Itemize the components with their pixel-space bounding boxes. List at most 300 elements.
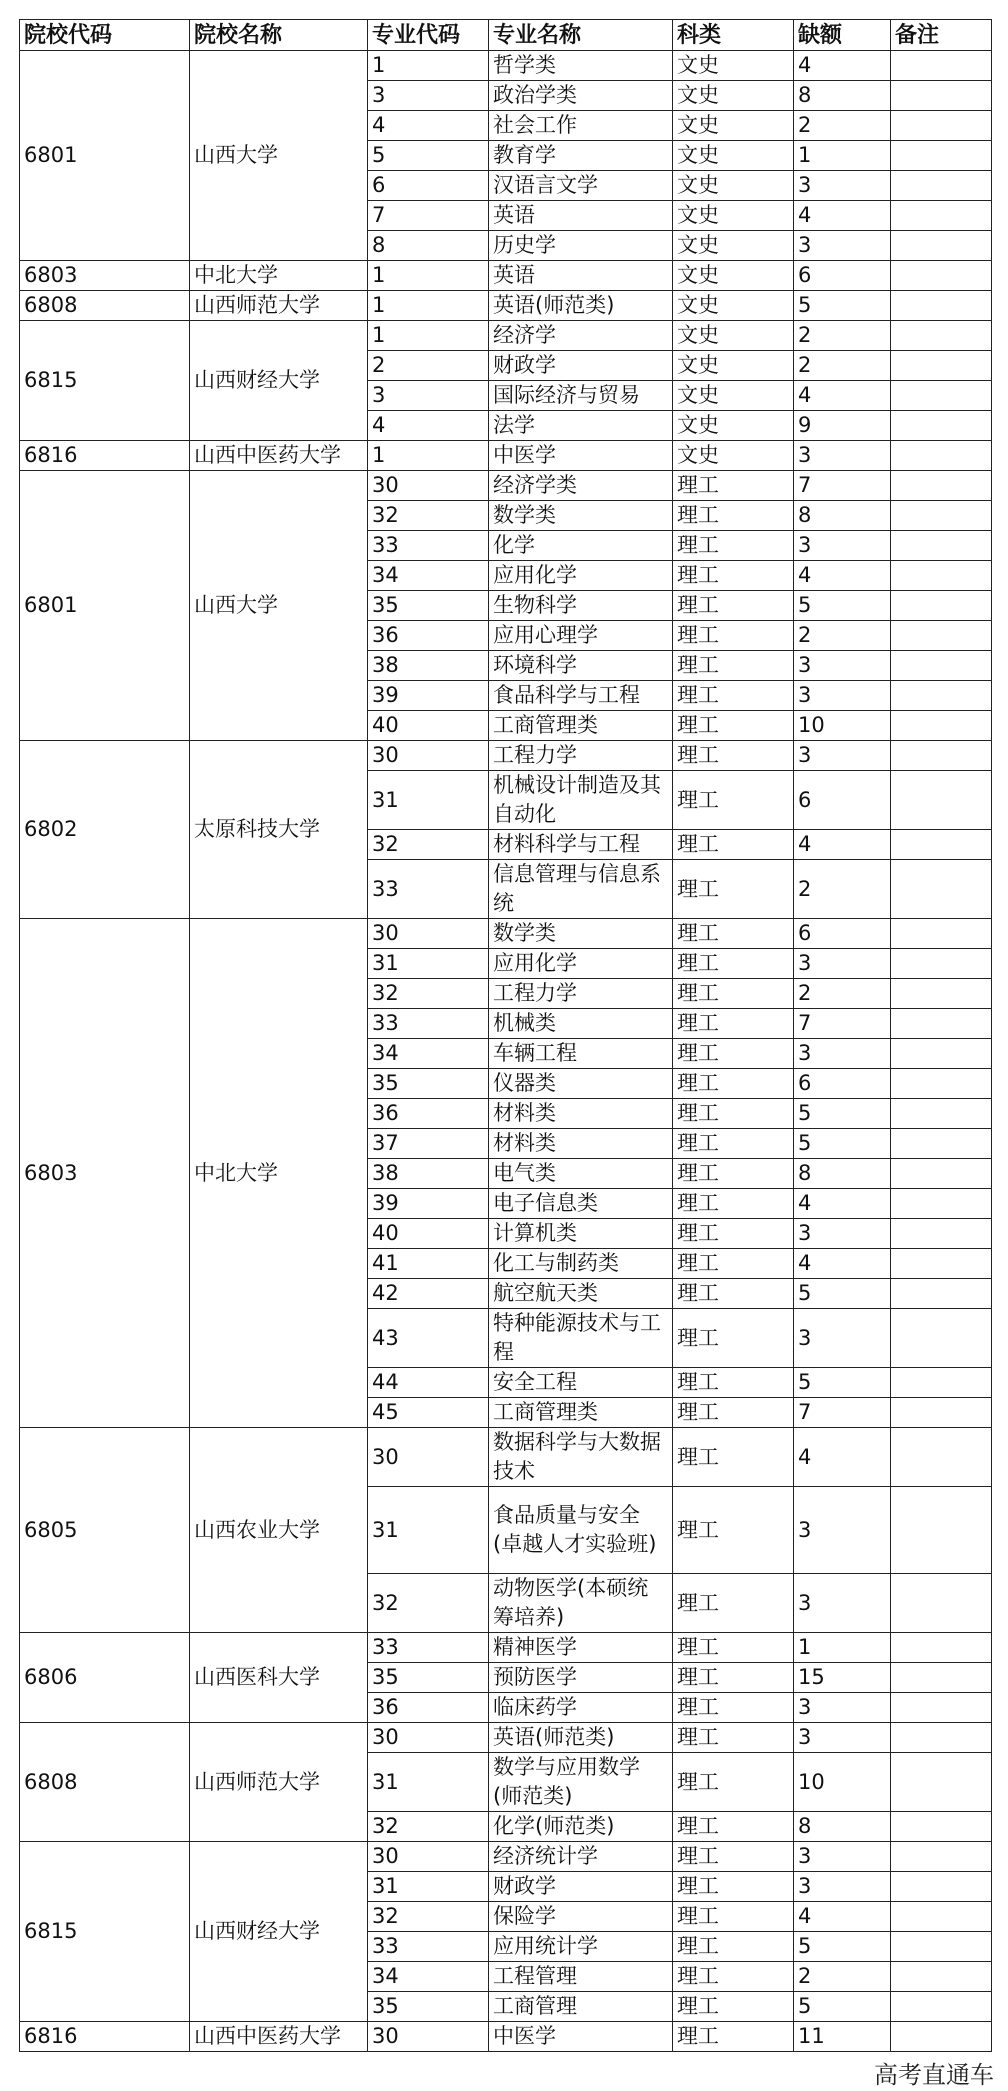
remarks-cell xyxy=(891,771,992,830)
major-code-cell: 36 xyxy=(368,1099,489,1129)
school-name-cell: 山西中医药大学 xyxy=(190,2022,368,2052)
vacancy-cell: 2 xyxy=(794,621,891,651)
category-cell: 理工 xyxy=(673,711,794,741)
category-cell: 理工 xyxy=(673,949,794,979)
vacancy-cell: 3 xyxy=(794,1693,891,1723)
remarks-cell xyxy=(891,201,992,231)
category-cell: 理工 xyxy=(673,919,794,949)
school-code-cell: 6801 xyxy=(20,51,190,261)
major-code-cell: 33 xyxy=(368,1009,489,1039)
school-name-cell: 中北大学 xyxy=(190,919,368,1428)
category-cell: 文史 xyxy=(673,201,794,231)
major-name-cell: 汉语言文学 xyxy=(489,171,673,201)
vacancy-cell: 6 xyxy=(794,261,891,291)
remarks-cell xyxy=(891,261,992,291)
remarks-cell xyxy=(891,741,992,771)
school-code-cell: 6802 xyxy=(20,741,190,919)
major-code-cell: 32 xyxy=(368,830,489,860)
major-name-cell: 仪器类 xyxy=(489,1069,673,1099)
major-code-cell: 36 xyxy=(368,1693,489,1723)
category-cell: 文史 xyxy=(673,51,794,81)
category-cell: 理工 xyxy=(673,1633,794,1663)
header-major-code: 专业代码 xyxy=(368,20,489,51)
major-code-cell: 32 xyxy=(368,1574,489,1633)
vacancy-cell: 3 xyxy=(794,531,891,561)
table-row xyxy=(20,321,992,351)
school-name-cell: 山西师范大学 xyxy=(190,291,368,321)
category-cell: 理工 xyxy=(673,651,794,681)
remarks-cell xyxy=(891,1812,992,1842)
remarks-cell xyxy=(891,1189,992,1219)
major-code-cell: 36 xyxy=(368,621,489,651)
major-name-cell: 食品科学与工程 xyxy=(489,681,673,711)
category-cell: 理工 xyxy=(673,1219,794,1249)
category-cell: 理工 xyxy=(673,1249,794,1279)
major-name-cell: 化学(师范类) xyxy=(489,1812,673,1842)
category-cell: 理工 xyxy=(673,2022,794,2052)
vacancy-cell: 2 xyxy=(794,860,891,919)
major-name-cell: 经济统计学 xyxy=(489,1842,673,1872)
category-cell: 理工 xyxy=(673,1723,794,1753)
remarks-cell xyxy=(891,2022,992,2052)
school-name-cell: 山西师范大学 xyxy=(190,1723,368,1842)
category-cell: 理工 xyxy=(673,741,794,771)
category-cell: 文史 xyxy=(673,411,794,441)
major-name-cell: 法学 xyxy=(489,411,673,441)
remarks-cell xyxy=(891,711,992,741)
category-cell: 理工 xyxy=(673,1159,794,1189)
vacancy-cell: 8 xyxy=(794,81,891,111)
major-name-cell: 材料类 xyxy=(489,1129,673,1159)
remarks-cell xyxy=(891,1069,992,1099)
major-code-cell: 43 xyxy=(368,1309,489,1368)
major-name-cell: 航空航天类 xyxy=(489,1279,673,1309)
vacancy-cell: 11 xyxy=(794,2022,891,2052)
major-name-cell: 预防医学 xyxy=(489,1663,673,1693)
vacancy-cell: 2 xyxy=(794,351,891,381)
remarks-cell xyxy=(891,111,992,141)
remarks-cell xyxy=(891,621,992,651)
category-cell: 理工 xyxy=(673,1189,794,1219)
header-vacancy: 缺额 xyxy=(794,20,891,51)
school-code-cell: 6805 xyxy=(20,1428,190,1633)
major-code-cell: 30 xyxy=(368,471,489,501)
remarks-cell xyxy=(891,1398,992,1428)
major-name-cell: 食品质量与安全(卓越人才实验班) xyxy=(489,1487,673,1574)
table-row xyxy=(20,1723,992,1753)
school-name-cell: 山西财经大学 xyxy=(190,1842,368,2022)
remarks-cell xyxy=(891,1009,992,1039)
major-code-cell: 3 xyxy=(368,81,489,111)
major-code-cell: 34 xyxy=(368,1962,489,1992)
major-name-cell: 机械设计制造及其自动化 xyxy=(489,771,673,830)
major-code-cell: 31 xyxy=(368,771,489,830)
major-code-cell: 30 xyxy=(368,1842,489,1872)
remarks-cell xyxy=(891,919,992,949)
header-school-code: 院校代码 xyxy=(20,20,190,51)
category-cell: 文史 xyxy=(673,351,794,381)
category-cell: 文史 xyxy=(673,141,794,171)
category-cell: 理工 xyxy=(673,681,794,711)
school-name-cell: 山西中医药大学 xyxy=(190,441,368,471)
major-name-cell: 英语 xyxy=(489,261,673,291)
category-cell: 理工 xyxy=(673,1962,794,1992)
remarks-cell xyxy=(891,381,992,411)
remarks-cell xyxy=(891,1693,992,1723)
vacancy-cell: 5 xyxy=(794,291,891,321)
vacancy-cell: 3 xyxy=(794,681,891,711)
major-name-cell: 应用心理学 xyxy=(489,621,673,651)
category-cell: 理工 xyxy=(673,1129,794,1159)
category-cell: 理工 xyxy=(673,860,794,919)
school-name-cell: 山西农业大学 xyxy=(190,1428,368,1633)
vacancy-cell: 3 xyxy=(794,1487,891,1574)
remarks-cell xyxy=(891,1099,992,1129)
header-category: 科类 xyxy=(673,20,794,51)
table-row xyxy=(20,471,992,501)
major-name-cell: 材料科学与工程 xyxy=(489,830,673,860)
school-name-cell: 太原科技大学 xyxy=(190,741,368,919)
major-name-cell: 机械类 xyxy=(489,1009,673,1039)
remarks-cell xyxy=(891,141,992,171)
remarks-cell xyxy=(891,1129,992,1159)
major-code-cell: 34 xyxy=(368,1039,489,1069)
major-code-cell: 30 xyxy=(368,741,489,771)
major-name-cell: 材料类 xyxy=(489,1099,673,1129)
enrollment-vacancy-table xyxy=(19,19,992,2052)
major-name-cell: 精神医学 xyxy=(489,1633,673,1663)
major-code-cell: 38 xyxy=(368,651,489,681)
remarks-cell xyxy=(891,411,992,441)
school-code-cell: 6816 xyxy=(20,2022,190,2052)
vacancy-cell: 4 xyxy=(794,830,891,860)
category-cell: 文史 xyxy=(673,171,794,201)
vacancy-cell: 5 xyxy=(794,1099,891,1129)
major-name-cell: 财政学 xyxy=(489,1872,673,1902)
vacancy-cell: 4 xyxy=(794,1428,891,1487)
school-code-cell: 6806 xyxy=(20,1633,190,1723)
major-name-cell: 化工与制药类 xyxy=(489,1249,673,1279)
major-name-cell: 数学类 xyxy=(489,501,673,531)
category-cell: 理工 xyxy=(673,501,794,531)
major-name-cell: 英语 xyxy=(489,201,673,231)
category-cell: 理工 xyxy=(673,1693,794,1723)
major-name-cell: 临床药学 xyxy=(489,1693,673,1723)
major-name-cell: 工商管理类 xyxy=(489,711,673,741)
vacancy-cell: 8 xyxy=(794,501,891,531)
remarks-cell xyxy=(891,291,992,321)
vacancy-cell: 8 xyxy=(794,1812,891,1842)
category-cell: 理工 xyxy=(673,1753,794,1812)
major-name-cell: 经济学 xyxy=(489,321,673,351)
major-code-cell: 3 xyxy=(368,381,489,411)
school-code-cell: 6816 xyxy=(20,441,190,471)
school-code-cell: 6801 xyxy=(20,471,190,741)
remarks-cell xyxy=(891,171,992,201)
major-code-cell: 35 xyxy=(368,1663,489,1693)
major-name-cell: 化学 xyxy=(489,531,673,561)
table-row xyxy=(20,2022,992,2052)
major-name-cell: 安全工程 xyxy=(489,1368,673,1398)
school-name-cell: 中北大学 xyxy=(190,261,368,291)
major-code-cell: 8 xyxy=(368,231,489,261)
major-name-cell: 数学与应用数学(师范类) xyxy=(489,1753,673,1812)
category-cell: 理工 xyxy=(673,1663,794,1693)
vacancy-cell: 4 xyxy=(794,51,891,81)
major-name-cell: 工程力学 xyxy=(489,741,673,771)
vacancy-cell: 3 xyxy=(794,1039,891,1069)
remarks-cell xyxy=(891,651,992,681)
major-name-cell: 工商管理 xyxy=(489,1992,673,2022)
major-code-cell: 33 xyxy=(368,1633,489,1663)
table-row xyxy=(20,51,992,81)
remarks-cell xyxy=(891,1368,992,1398)
vacancy-cell: 10 xyxy=(794,711,891,741)
vacancy-cell: 4 xyxy=(794,381,891,411)
category-cell: 文史 xyxy=(673,441,794,471)
major-name-cell: 教育学 xyxy=(489,141,673,171)
category-cell: 理工 xyxy=(673,531,794,561)
major-name-cell: 社会工作 xyxy=(489,111,673,141)
vacancy-cell: 4 xyxy=(794,561,891,591)
category-cell: 理工 xyxy=(673,1398,794,1428)
major-name-cell: 经济学类 xyxy=(489,471,673,501)
remarks-cell xyxy=(891,1992,992,2022)
vacancy-cell: 10 xyxy=(794,1753,891,1812)
vacancy-cell: 15 xyxy=(794,1663,891,1693)
school-name-cell: 山西大学 xyxy=(190,471,368,741)
remarks-cell xyxy=(891,1902,992,1932)
vacancy-cell: 6 xyxy=(794,919,891,949)
remarks-cell xyxy=(891,1872,992,1902)
category-cell: 理工 xyxy=(673,1812,794,1842)
remarks-cell xyxy=(891,949,992,979)
major-name-cell: 计算机类 xyxy=(489,1219,673,1249)
header-major-name: 专业名称 xyxy=(489,20,673,51)
vacancy-cell: 3 xyxy=(794,231,891,261)
table-row xyxy=(20,441,992,471)
remarks-cell xyxy=(891,471,992,501)
table-row xyxy=(20,261,992,291)
vacancy-cell: 3 xyxy=(794,1574,891,1633)
school-code-cell: 6808 xyxy=(20,1723,190,1842)
vacancy-cell: 3 xyxy=(794,1842,891,1872)
major-code-cell: 39 xyxy=(368,1189,489,1219)
category-cell: 理工 xyxy=(673,561,794,591)
major-code-cell: 33 xyxy=(368,531,489,561)
school-code-cell: 6803 xyxy=(20,261,190,291)
vacancy-cell: 7 xyxy=(794,1398,891,1428)
school-code-cell: 6808 xyxy=(20,291,190,321)
major-code-cell: 32 xyxy=(368,1902,489,1932)
remarks-cell xyxy=(891,81,992,111)
major-name-cell: 信息管理与信息系统 xyxy=(489,860,673,919)
table-body xyxy=(20,51,992,2052)
major-code-cell: 31 xyxy=(368,1487,489,1574)
vacancy-cell: 1 xyxy=(794,1633,891,1663)
vacancy-cell: 6 xyxy=(794,771,891,830)
major-code-cell: 2 xyxy=(368,351,489,381)
category-cell: 理工 xyxy=(673,1099,794,1129)
vacancy-cell: 3 xyxy=(794,949,891,979)
remarks-cell xyxy=(891,830,992,860)
vacancy-cell: 4 xyxy=(794,1249,891,1279)
vacancy-cell: 5 xyxy=(794,1932,891,1962)
remarks-cell xyxy=(891,531,992,561)
category-cell: 文史 xyxy=(673,321,794,351)
major-code-cell: 41 xyxy=(368,1249,489,1279)
major-code-cell: 44 xyxy=(368,1368,489,1398)
remarks-cell xyxy=(891,1159,992,1189)
table-row xyxy=(20,919,992,949)
major-code-cell: 6 xyxy=(368,171,489,201)
remarks-cell xyxy=(891,501,992,531)
vacancy-cell: 5 xyxy=(794,591,891,621)
remarks-cell xyxy=(891,1932,992,1962)
category-cell: 理工 xyxy=(673,830,794,860)
major-code-cell: 32 xyxy=(368,979,489,1009)
vacancy-cell: 4 xyxy=(794,201,891,231)
vacancy-cell: 7 xyxy=(794,1009,891,1039)
remarks-cell xyxy=(891,1428,992,1487)
remarks-cell xyxy=(891,51,992,81)
school-name-cell: 山西财经大学 xyxy=(190,321,368,441)
remarks-cell xyxy=(891,1842,992,1872)
vacancy-cell: 3 xyxy=(794,741,891,771)
major-code-cell: 35 xyxy=(368,1992,489,2022)
major-name-cell: 工商管理类 xyxy=(489,1398,673,1428)
table-row xyxy=(20,741,992,771)
major-name-cell: 哲学类 xyxy=(489,51,673,81)
major-code-cell: 33 xyxy=(368,1932,489,1962)
category-cell: 理工 xyxy=(673,1842,794,1872)
major-name-cell: 数据科学与大数据技术 xyxy=(489,1428,673,1487)
major-code-cell: 31 xyxy=(368,1753,489,1812)
major-code-cell: 5 xyxy=(368,141,489,171)
major-code-cell: 32 xyxy=(368,501,489,531)
remarks-cell xyxy=(891,1219,992,1249)
major-code-cell: 37 xyxy=(368,1129,489,1159)
vacancy-cell: 6 xyxy=(794,1069,891,1099)
table-row xyxy=(20,1842,992,1872)
category-cell: 理工 xyxy=(673,471,794,501)
remarks-cell xyxy=(891,561,992,591)
category-cell: 理工 xyxy=(673,1069,794,1099)
category-cell: 理工 xyxy=(673,1902,794,1932)
major-code-cell: 35 xyxy=(368,591,489,621)
vacancy-cell: 4 xyxy=(794,1902,891,1932)
school-code-cell: 6815 xyxy=(20,321,190,441)
major-code-cell: 38 xyxy=(368,1159,489,1189)
major-code-cell: 4 xyxy=(368,411,489,441)
vacancy-cell: 3 xyxy=(794,1309,891,1368)
category-cell: 文史 xyxy=(673,81,794,111)
major-name-cell: 国际经济与贸易 xyxy=(489,381,673,411)
major-code-cell: 1 xyxy=(368,441,489,471)
remarks-cell xyxy=(891,1962,992,1992)
vacancy-cell: 8 xyxy=(794,1159,891,1189)
category-cell: 文史 xyxy=(673,381,794,411)
remarks-cell xyxy=(891,979,992,1009)
category-cell: 理工 xyxy=(673,1428,794,1487)
major-code-cell: 32 xyxy=(368,1812,489,1842)
category-cell: 理工 xyxy=(673,1872,794,1902)
major-name-cell: 工程管理 xyxy=(489,1962,673,1992)
category-cell: 文史 xyxy=(673,291,794,321)
remarks-cell xyxy=(891,1753,992,1812)
watermark-text: 高考直通车 xyxy=(874,2061,994,2089)
major-name-cell: 财政学 xyxy=(489,351,673,381)
remarks-cell xyxy=(891,231,992,261)
category-cell: 理工 xyxy=(673,1487,794,1574)
category-cell: 理工 xyxy=(673,1009,794,1039)
vacancy-cell: 5 xyxy=(794,1368,891,1398)
vacancy-cell: 7 xyxy=(794,471,891,501)
vacancy-cell: 1 xyxy=(794,141,891,171)
remarks-cell xyxy=(891,321,992,351)
major-name-cell: 保险学 xyxy=(489,1902,673,1932)
category-cell: 文史 xyxy=(673,261,794,291)
table-row xyxy=(20,1428,992,1487)
major-code-cell: 4 xyxy=(368,111,489,141)
major-name-cell: 特种能源技术与工程 xyxy=(489,1309,673,1368)
major-code-cell: 1 xyxy=(368,321,489,351)
major-code-cell: 30 xyxy=(368,1428,489,1487)
major-code-cell: 42 xyxy=(368,1279,489,1309)
category-cell: 理工 xyxy=(673,1932,794,1962)
major-name-cell: 英语(师范类) xyxy=(489,291,673,321)
remarks-cell xyxy=(891,1663,992,1693)
vacancy-cell: 5 xyxy=(794,1992,891,2022)
major-code-cell: 39 xyxy=(368,681,489,711)
major-name-cell: 车辆工程 xyxy=(489,1039,673,1069)
category-cell: 理工 xyxy=(673,979,794,1009)
remarks-cell xyxy=(891,1039,992,1069)
major-name-cell: 应用统计学 xyxy=(489,1932,673,1962)
vacancy-cell: 5 xyxy=(794,1129,891,1159)
remarks-cell xyxy=(891,441,992,471)
major-name-cell: 数学类 xyxy=(489,919,673,949)
major-code-cell: 33 xyxy=(368,860,489,919)
major-name-cell: 工程力学 xyxy=(489,979,673,1009)
major-code-cell: 31 xyxy=(368,1872,489,1902)
school-name-cell: 山西大学 xyxy=(190,51,368,261)
major-name-cell: 应用化学 xyxy=(489,949,673,979)
school-code-cell: 6803 xyxy=(20,919,190,1428)
category-cell: 文史 xyxy=(673,111,794,141)
major-code-cell: 1 xyxy=(368,51,489,81)
category-cell: 理工 xyxy=(673,1309,794,1368)
major-name-cell: 环境科学 xyxy=(489,651,673,681)
vacancy-cell: 3 xyxy=(794,441,891,471)
vacancy-cell: 3 xyxy=(794,1219,891,1249)
remarks-cell xyxy=(891,1633,992,1663)
category-cell: 理工 xyxy=(673,591,794,621)
category-cell: 理工 xyxy=(673,1992,794,2022)
school-name-cell: 山西医科大学 xyxy=(190,1633,368,1723)
vacancy-cell: 5 xyxy=(794,1279,891,1309)
remarks-cell xyxy=(891,1309,992,1368)
major-name-cell: 电子信息类 xyxy=(489,1189,673,1219)
major-name-cell: 中医学 xyxy=(489,2022,673,2052)
major-code-cell: 7 xyxy=(368,201,489,231)
major-name-cell: 历史学 xyxy=(489,231,673,261)
remarks-cell xyxy=(891,1574,992,1633)
major-code-cell: 31 xyxy=(368,949,489,979)
category-cell: 文史 xyxy=(673,231,794,261)
remarks-cell xyxy=(891,1487,992,1574)
vacancy-cell: 2 xyxy=(794,321,891,351)
